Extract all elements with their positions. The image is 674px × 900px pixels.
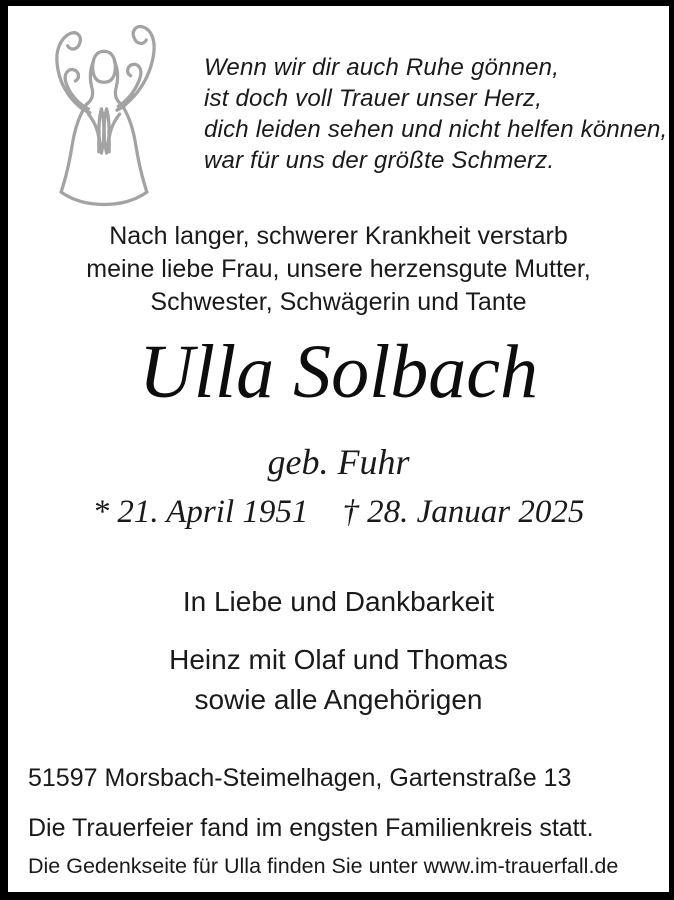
farewell-line: In Liebe und Dankbarkeit — [182, 586, 495, 617]
intro-line: Nach langer, schwerer Krankheit verstarb — [109, 222, 568, 250]
poem-line: Wenn wir dir auch Ruhe gönnen, — [204, 54, 560, 81]
mourners-list — [8, 640, 669, 720]
address-line: 51597 Morsbach-Steimelhagen, Gartenstraße 13 — [28, 764, 572, 792]
life-dates — [8, 490, 669, 534]
death-announcement-text — [8, 220, 669, 319]
poem-line: ist doch voll Trauer unser Herz, — [204, 85, 543, 112]
poem-line: war für uns der größte Schmerz. — [204, 147, 555, 174]
ceremony-note: Die Trauerfeier fand im engsten Familienkreis statt. — [28, 814, 594, 842]
mourners-line: Heinz mit Olaf und Thomas — [169, 644, 508, 675]
mourners-line: sowie alle Angehörigen — [194, 684, 483, 715]
intro-line: Schwester, Schwägerin und Tante — [150, 288, 527, 316]
intro-line: meine liebe Frau, unsere herzensgute Mutter, — [86, 255, 591, 283]
praying-angel-icon — [30, 14, 178, 222]
memorial-page-note: Die Gedenkseite für Ulla finden Sie unter www.im-trauerfall.de — [28, 854, 619, 878]
birth-date: * 21. April 1951 — [92, 494, 309, 530]
death-date: † 28. Januar 2025 — [342, 494, 585, 530]
condolence-poem — [204, 52, 667, 176]
maiden-name: geb. Fuhr — [267, 442, 410, 482]
poem-line: dich leiden sehen und nicht helfen können, — [204, 116, 668, 143]
deceased-name: Ulla Solbach — [139, 330, 538, 414]
